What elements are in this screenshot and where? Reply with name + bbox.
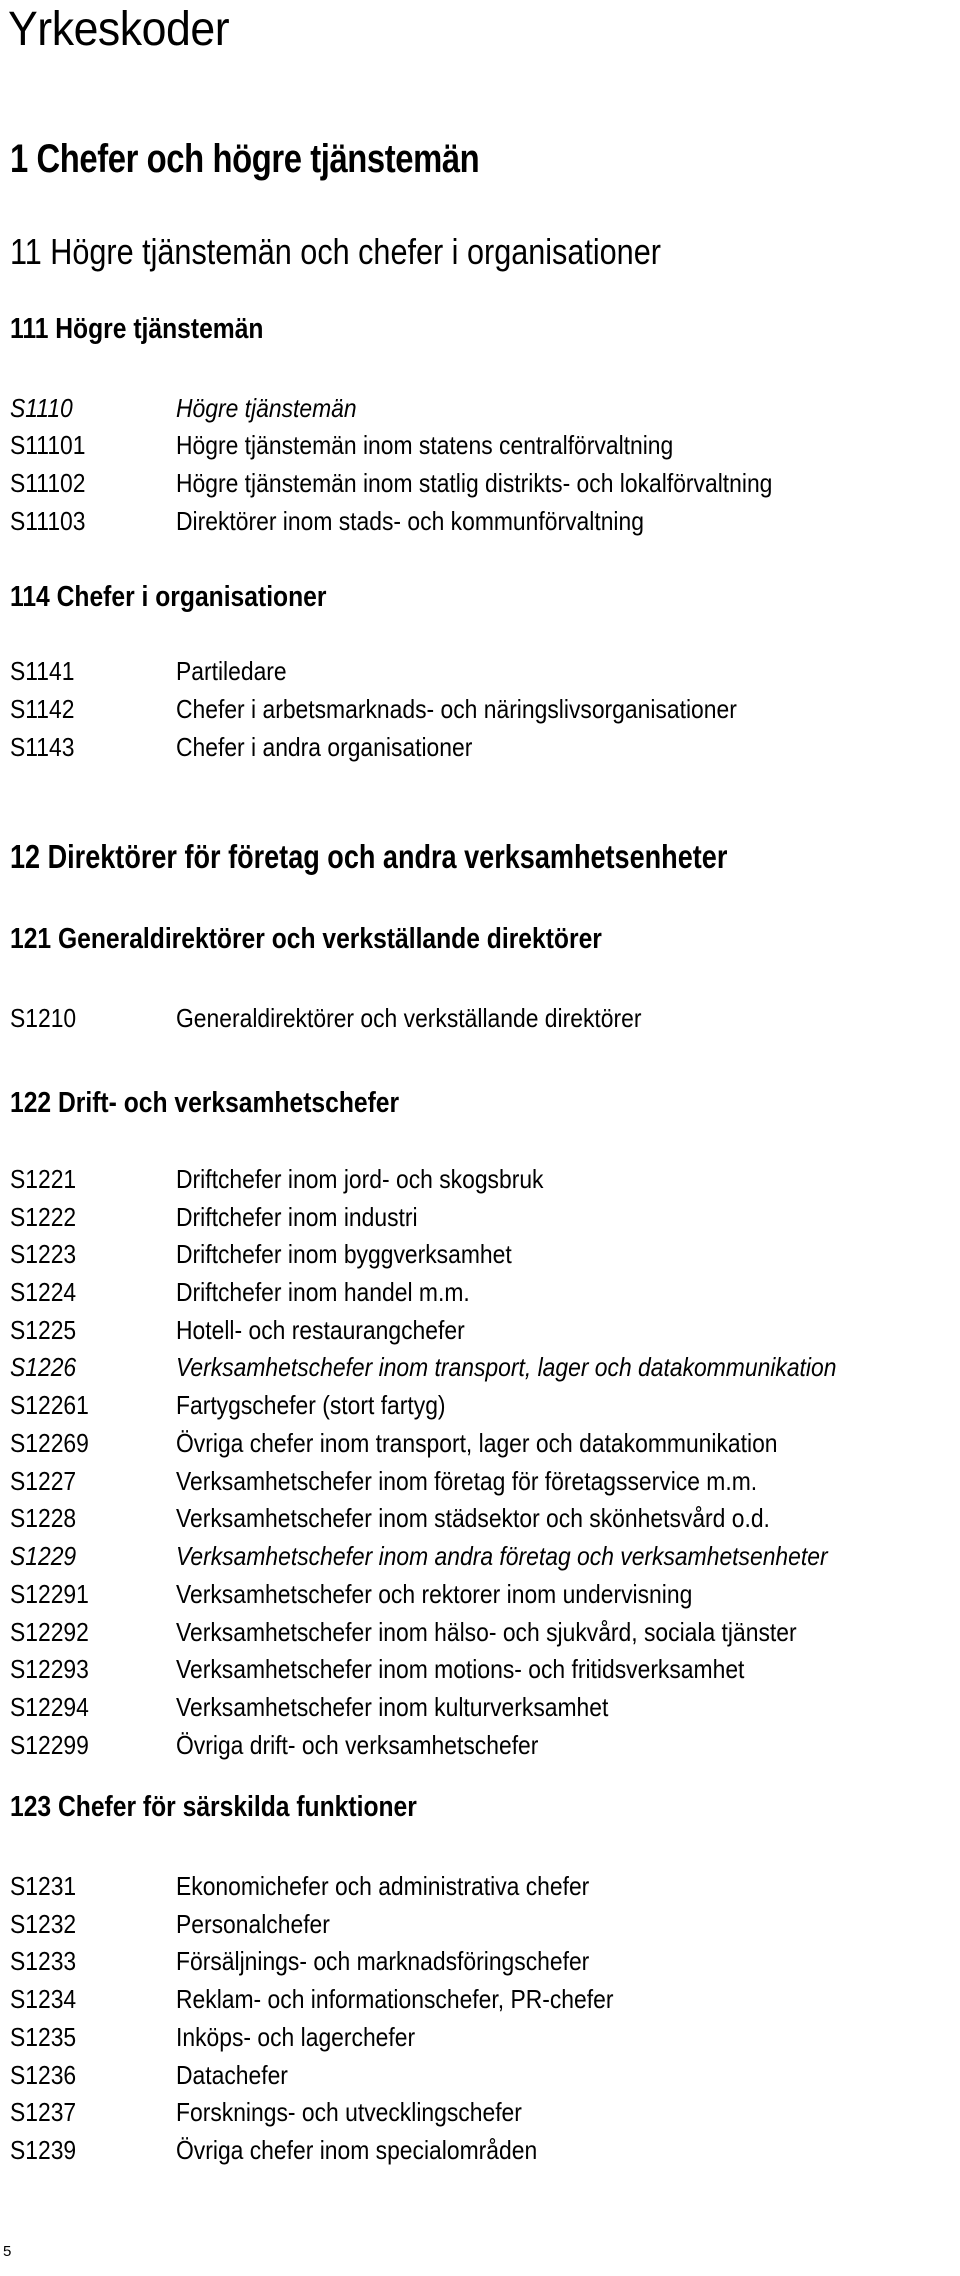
occupation-code: S1235 [10, 2022, 77, 2052]
occupation-label: Verksamhetschefer inom hälso- och sjukvård, sociala tjänster [176, 1617, 797, 1647]
occupation-code: S11101 [10, 430, 86, 460]
occupation-code: S1232 [10, 1909, 77, 1939]
occupation-label: Partiledare [176, 656, 287, 686]
occupation-label: Försäljnings- och marknadsföringschefer [176, 1946, 590, 1976]
occupation-label: Driftchefer inom industri [176, 1202, 418, 1232]
occupation-row [0, 395, 960, 423]
occupation-label: Verksamhetschefer inom motions- och fritidsverksamhet [176, 1654, 745, 1684]
occupation-label: Reklam- och informationschefer, PR-chefer [176, 1984, 614, 2014]
occupation-row [0, 1656, 960, 1684]
occupation-label: Övriga chefer inom specialområden [176, 2135, 538, 2165]
subgroup-heading: 111 Högre tjänstemän [10, 313, 264, 345]
occupation-code: S12291 [10, 1579, 89, 1609]
occupation-row [0, 734, 960, 762]
occupation-code: S12269 [10, 1428, 89, 1458]
subgroup-heading: 114 Chefer i organisationer [10, 581, 327, 613]
occupation-row [0, 658, 960, 686]
major-group-heading: 1 Chefer och högre tjänstemän [10, 137, 480, 181]
occupation-label: Forsknings- och utvecklingschefer [176, 2097, 522, 2127]
occupation-label: Datachefer [176, 2060, 288, 2090]
occupation-label: Högre tjänstemän [176, 393, 357, 423]
occupation-row [0, 1392, 960, 1420]
occupation-code: S1233 [10, 1946, 77, 1976]
occupation-code: S12299 [10, 1730, 89, 1760]
occupation-code: S12292 [10, 1617, 89, 1647]
occupation-label: Driftchefer inom byggverksamhet [176, 1239, 512, 1269]
occupation-row [0, 1619, 960, 1647]
occupation-row [0, 1354, 960, 1382]
occupation-row [0, 1317, 960, 1345]
occupation-label: Verksamhetschefer inom andra företag och verksamhetsenheter [176, 1541, 828, 1571]
subgroup-heading: 123 Chefer för särskilda funktioner [10, 1791, 417, 1823]
occupation-code: S1222 [10, 1202, 77, 1232]
occupation-row [0, 2099, 960, 2127]
occupation-code: S1231 [10, 1871, 77, 1901]
occupation-label: Högre tjänstemän inom statlig distrikts- och lokalförvaltning [176, 468, 773, 498]
occupation-row [0, 1005, 960, 1033]
occupation-label: Verksamhetschefer inom kulturverksamhet [176, 1692, 609, 1722]
occupation-label: Personalchefer [176, 1909, 330, 1939]
occupation-row [0, 1468, 960, 1496]
occupation-row [0, 1581, 960, 1609]
occupation-code: S1142 [10, 694, 75, 724]
occupation-label: Hotell- och restaurangchefer [176, 1315, 465, 1345]
occupation-label: Driftchefer inom jord- och skogsbruk [176, 1164, 544, 1194]
occupation-row [0, 1948, 960, 1976]
occupation-label: Inköps- och lagerchefer [176, 2022, 416, 2052]
occupation-row [0, 1911, 960, 1939]
occupation-row [0, 1430, 960, 1458]
occupation-label: Högre tjänstemän inom statens centralförvaltning [176, 430, 674, 460]
occupation-code: S1234 [10, 1984, 77, 2014]
document-title: Yrkeskoder [8, 3, 230, 56]
occupation-code: S1110 [10, 393, 73, 423]
occupation-row [0, 1873, 960, 1901]
occupation-row [0, 1694, 960, 1722]
occupation-code: S1143 [10, 732, 75, 762]
occupation-code: S1225 [10, 1315, 77, 1345]
occupation-code: S1141 [10, 656, 75, 686]
occupation-code: S12294 [10, 1692, 89, 1722]
occupation-code: S1239 [10, 2135, 77, 2165]
occupation-row [0, 1166, 960, 1194]
occupation-row [0, 2062, 960, 2090]
group-heading: 12 Direktörer för företag och andra verksamhetsenheter [10, 838, 728, 875]
occupation-label: Generaldirektörer och verkställande direktörer [176, 1003, 642, 1033]
occupation-label: Verksamhetschefer inom städsektor och skönhetsvård o.d. [176, 1503, 770, 1533]
occupation-label: Övriga chefer inom transport, lager och datakommunikation [176, 1428, 778, 1458]
occupation-row [0, 508, 960, 536]
occupation-row [0, 1505, 960, 1533]
occupation-label: Fartygschefer (stort fartyg) [176, 1390, 446, 1420]
occupation-label: Chefer i andra organisationer [176, 732, 473, 762]
occupation-code: S1223 [10, 1239, 77, 1269]
occupation-code: S1224 [10, 1277, 77, 1307]
subgroup-heading: 122 Drift- och verksamhetschefer [10, 1087, 400, 1119]
occupation-label: Verksamhetschefer inom transport, lager och datakommunikation [176, 1352, 837, 1382]
occupation-code: S1226 [10, 1352, 77, 1382]
occupation-label: Driftchefer inom handel m.m. [176, 1277, 470, 1307]
occupation-row [0, 2137, 960, 2165]
occupation-label: Verksamhetschefer och rektorer inom undervisning [176, 1579, 693, 1609]
occupation-code: S1237 [10, 2097, 77, 2127]
subgroup-heading: 121 Generaldirektörer och verkställande direktörer [10, 923, 602, 955]
occupation-code: S1227 [10, 1466, 77, 1496]
occupation-row [0, 432, 960, 460]
occupation-row [0, 1204, 960, 1232]
occupation-code: S12293 [10, 1654, 89, 1684]
occupation-row [0, 1986, 960, 2014]
occupation-label: Ekonomichefer och administrativa chefer [176, 1871, 590, 1901]
page-number: 5 [3, 2243, 12, 2260]
occupation-code: S1210 [10, 1003, 77, 1033]
occupation-row [0, 1543, 960, 1571]
occupation-code: S11103 [10, 506, 86, 536]
occupation-row [0, 1279, 960, 1307]
occupation-label: Övriga drift- och verksamhetschefer [176, 1730, 539, 1760]
occupation-code: S1229 [10, 1541, 77, 1571]
occupation-code: S1236 [10, 2060, 77, 2090]
occupation-label: Verksamhetschefer inom företag för företagsservice m.m. [176, 1466, 758, 1496]
group-heading: 11 Högre tjänstemän och chefer i organisationer [10, 231, 661, 272]
occupation-row [0, 696, 960, 724]
occupation-row [0, 1241, 960, 1269]
occupation-code: S1221 [10, 1164, 77, 1194]
occupation-row [0, 470, 960, 498]
occupation-code: S12261 [10, 1390, 89, 1420]
occupation-label: Chefer i arbetsmarknads- och näringslivsorganisationer [176, 694, 737, 724]
occupation-row [0, 2024, 960, 2052]
occupation-code: S1228 [10, 1503, 77, 1533]
occupation-row [0, 1732, 960, 1760]
occupation-label: Direktörer inom stads- och kommunförvaltning [176, 506, 644, 536]
occupation-code: S11102 [10, 468, 86, 498]
